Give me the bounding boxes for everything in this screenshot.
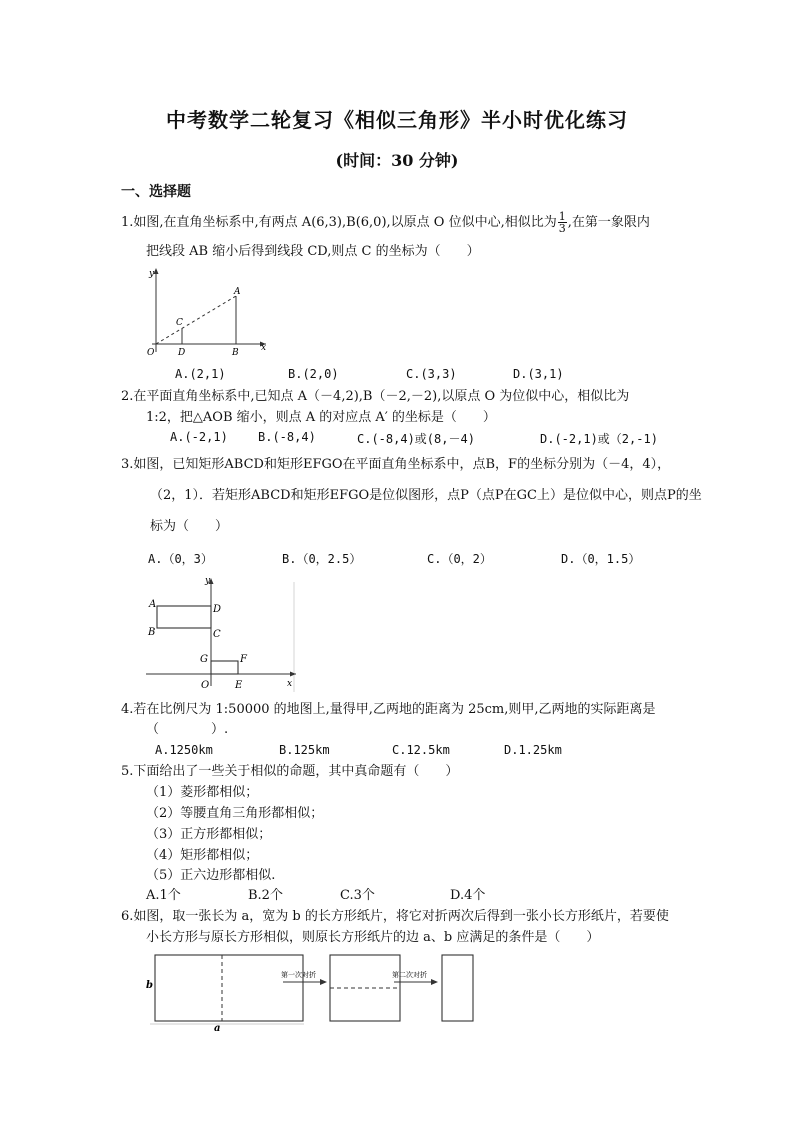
question-4-option-b: B.125km <box>279 743 330 757</box>
fig6-side-b-label: b <box>146 980 153 991</box>
question-3-line-3: 标为（ ） <box>150 519 229 534</box>
question-1-line-1 <box>121 211 650 234</box>
question-5-item-3: （3）正方形都相似； <box>146 827 272 842</box>
question-3-option-d: D.（0，1.5） <box>561 552 641 566</box>
question-3-line-2: （2，1）．若矩形ABCD和矩形EFGO是位似图形，点P（点P在GC上）是位似中心，则点P的坐 <box>150 488 702 503</box>
question-4-line-2: （ ）. <box>146 722 229 737</box>
fig1-x-label: x <box>261 343 267 353</box>
fig3-x-label: x <box>287 679 293 689</box>
question-1-line-2: 把线段 AB 缩小后得到线段 CD,则点 C 的坐标为（ ） <box>146 244 480 259</box>
section-heading: 一、选择题 <box>121 184 191 200</box>
fraction-denominator: 3 <box>558 222 566 235</box>
question-5-option-a: A.1个 <box>146 888 181 903</box>
question-6-line-2: 小长方形与原长方形相似，则原长方形纸片的边 a、b 应满足的条件是（ ） <box>146 930 600 945</box>
question-1-option-d: D.(3,1) <box>513 367 564 381</box>
fig3-point-d-label: D <box>213 604 222 615</box>
question-6-line-1: 6.如图，取一张长为 a，宽为 b 的长方形纸片，将它对折两次后得到一张小长方形纸片，若要使 <box>121 909 669 924</box>
fig3-point-e-label: E <box>235 680 243 691</box>
question-4-option-a: A.1250km <box>155 743 213 757</box>
page-title: 中考数学二轮复习《相似三角形》半小时优化练习 <box>166 108 628 132</box>
fig6-first-fold-label: 第一次对折 <box>281 971 316 979</box>
fig3-point-a-label: A <box>149 599 157 610</box>
fig1-origin-label: O <box>147 348 155 358</box>
question-3-line-1: 3.如图，已知矩形ABCD和矩形EFGO在平面直角坐标系中，点B，F的坐标分别为（－4，4）， <box>121 457 671 472</box>
question-5-line-1: 5.下面给出了一些关于相似的命题，其中真命题有（ ） <box>121 764 459 779</box>
figure-1-coordinate-diagram <box>140 262 270 358</box>
fig3-y-label: y <box>205 576 211 586</box>
question-4-option-d: D.1.25km <box>504 743 562 757</box>
question-3-option-a: A.（0，3） <box>148 552 213 566</box>
question-3-option-b: B.（0，2.5） <box>282 552 362 566</box>
question-5-item-5: （5）正六边形都相似. <box>146 868 276 883</box>
question-2-option-b: B.(-8,4) <box>258 430 316 444</box>
fig1-y-label: y <box>149 269 155 279</box>
fig1-point-d-label: D <box>178 348 186 358</box>
question-2-line-2: 1:2，把△AOB 缩小，则点 A 的对应点 A′ 的坐标是（ ） <box>146 410 496 425</box>
fig1-point-c-label: C <box>176 318 183 328</box>
page-subtitle: (时间：30 分钟) <box>335 151 459 170</box>
fig3-point-g-label: G <box>200 654 208 665</box>
question-4-option-c: C.12.5km <box>392 743 450 757</box>
question-3-option-c: C.（0，2） <box>427 552 492 566</box>
question-5-item-2: （2）等腰直角三角形都相似； <box>146 806 324 821</box>
question-1-text-a: 1.如图,在直角坐标系中,有两点 A(6,3),B(6,0),以原点 O 位似中心,相似比为 <box>121 215 557 230</box>
question-5-item-4: （4）矩形都相似； <box>146 848 259 863</box>
question-1-text-b: ,在第一象限内 <box>567 215 650 230</box>
fig6-second-fold-label: 第二次对折 <box>392 971 427 979</box>
question-2-option-c: C.(-8,4)或(8,－4) <box>357 432 475 446</box>
fig3-origin-label: O <box>201 680 210 691</box>
fig6-side-a-label: a <box>214 1023 221 1034</box>
question-5-option-d: D.4个 <box>450 888 486 903</box>
fig1-point-a-label: A <box>234 287 241 297</box>
figure-6-paper-folding-diagram <box>142 950 478 1034</box>
fig3-point-c-label: C <box>213 629 221 640</box>
fig3-point-f-label: F <box>240 654 247 665</box>
question-2-option-a: A.(-2,1) <box>170 430 228 444</box>
question-5-item-1: （1）菱形都相似； <box>146 785 259 800</box>
question-1-fraction <box>558 211 567 234</box>
question-1-option-c: C.(3,3) <box>406 367 457 381</box>
fig1-point-b-label: B <box>232 348 239 358</box>
question-4-line-1: 4.若在比例尺为 1:50000 的地图上,量得甲,乙两地的距离为 25cm,则甲,乙两地的实际距离是 <box>121 702 656 717</box>
question-2-option-d: D.(-2,1)或（2,-1) <box>540 432 658 446</box>
question-5-option-c: C.3个 <box>340 888 375 903</box>
fig3-point-b-label: B <box>148 627 156 638</box>
question-1-option-a: A.(2,1) <box>175 367 226 381</box>
figure-3-rectangles-diagram <box>144 574 298 692</box>
question-1-option-b: B.(2,0) <box>288 367 339 381</box>
question-5-option-b: B.2个 <box>248 888 283 903</box>
question-2-line-1: 2.在平面直角坐标系中,已知点 A（－4,2),B（－2,－2),以原点 O 为位似中心，相似比为 <box>121 389 630 404</box>
fraction-numerator: 1 <box>558 210 566 223</box>
